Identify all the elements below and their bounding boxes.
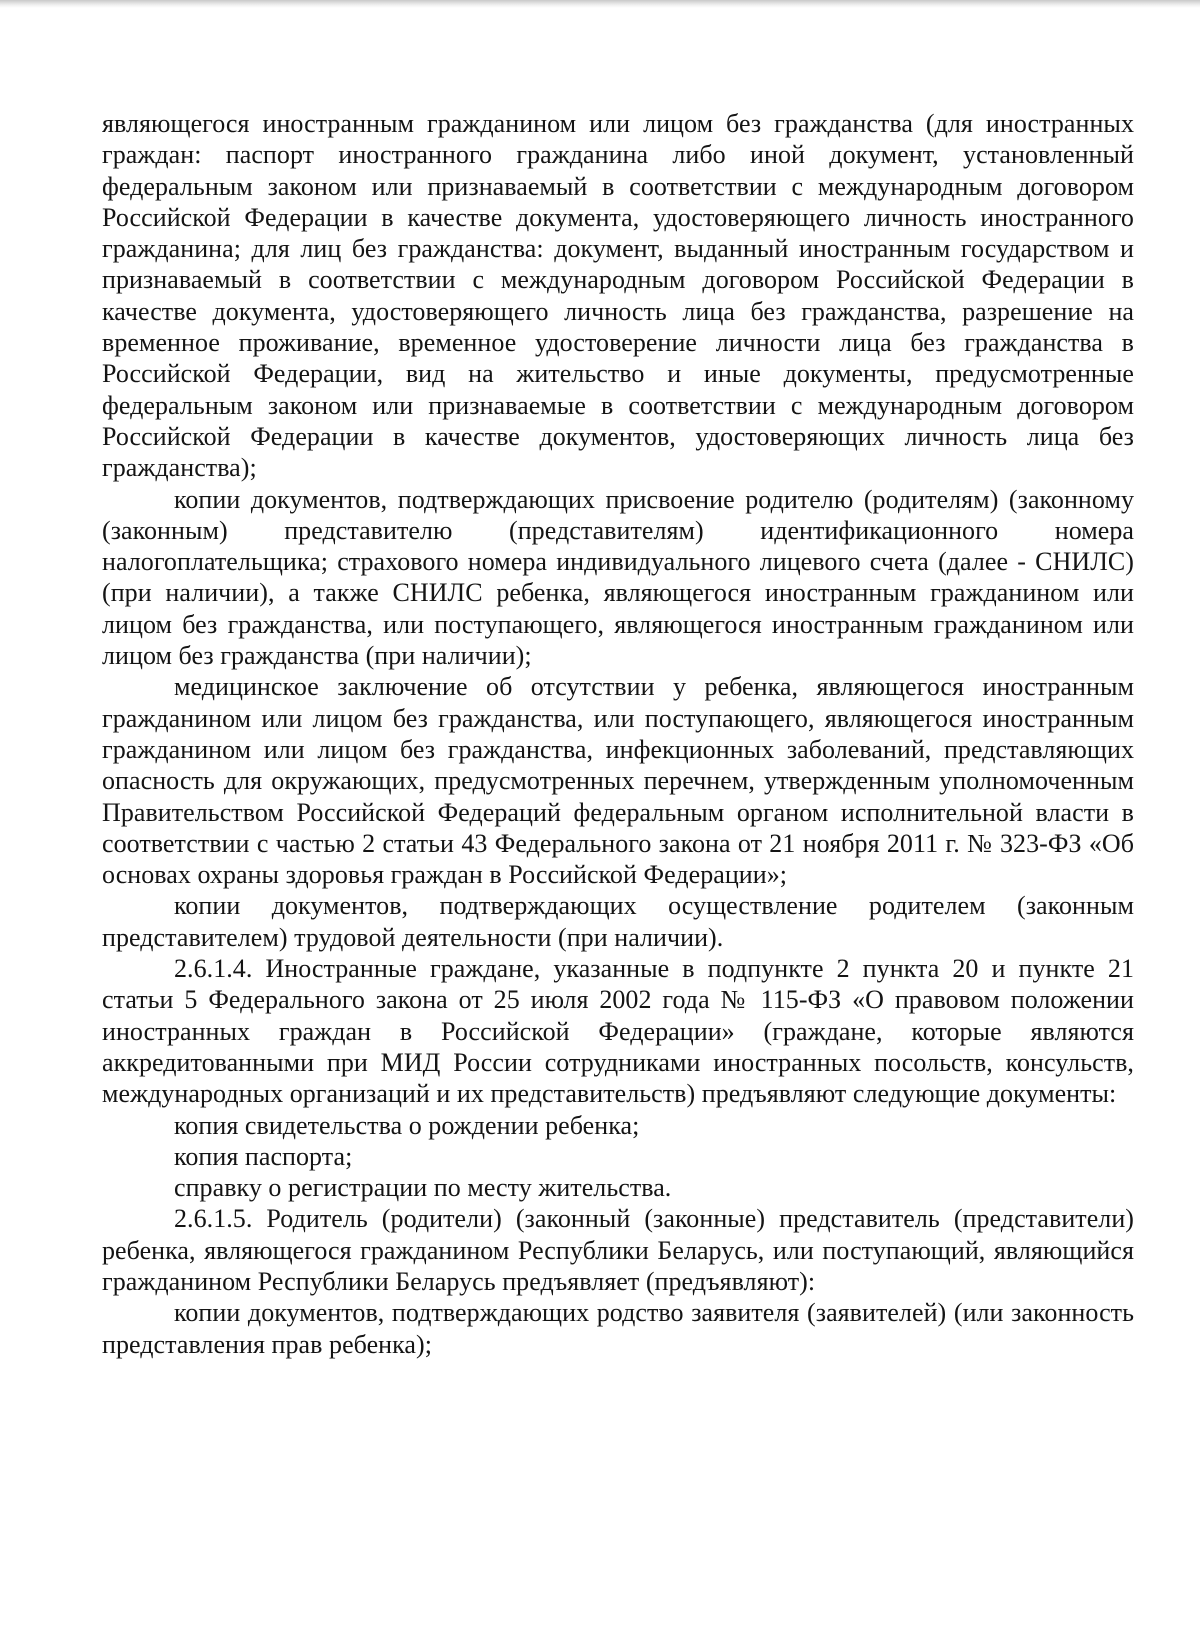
list-item-birth-certificate: копия свидетельства о рождении ребенка; [174,1110,640,1140]
paragraph-identity-documents-continued: являющегося иностранным гражданином или лицом без гражданства (для иностранных граждан: паспорт иностранного гражданина либо иной документ, установленный федеральным законом или признаваемый в соответствии с международным договором Российской Федерации в качестве документа, удостоверяющего личность иностранного гражданина; для лиц без гражданства: документ, выданный иностранным государством и признаваемый в соответствии с международным договором Российской Федерации в качестве документа, удостоверяющего личность лица без гражданства, разрешение на временное проживание, временное удостоверение личности лица без гражданства в Российской Федерации, вид на жительство и иные документы, предусмотренные федеральным законом или признаваемые в соответствии с международным договором Российской Федерации в качестве документов, удостоверяющих личность лица без гражданства); [102,109,1134,483]
list-item-passport-copy: копия паспорта; [174,1141,353,1171]
scan-edge [0,0,1200,8]
paragraph-inn-snils-copies: копии документов, подтверждающих присвоение родителю (родителям) (законному (законным) представителю (представителям) идентификационного номера налогоплательщика; страхового номера индивидуального лицевого счета (далее - СНИЛС) (при наличии), а также СНИЛС ребенка, являющегося иностранным гражданином или лицом без гражданства, или поступающего, являющегося иностранным гражданином или лицом без гражданства (при наличии); [102,484,1134,671]
paragraph-clause-2-6-1-5: 2.6.1.5. Родитель (родители) (законный (законные) представитель (представители) ребенка, являющегося гражданином Республики Беларусь, или поступающий, являющийся гражданином Республики Беларусь предъявляет (предъявляют): [102,1204,1134,1296]
paragraph-medical-certificate: медицинское заключение об отсутствии у ребенка, являющегося иностранным гражданином или лицом без гражданства, или поступающего, являющегося иностранным гражданином или лицом без гражданства, инфекционных заболеваний, представляющих опасность для окружающих, предусмотренных перечнем, утвержденным уполномоченным Правительством Российской Федераций федеральным органом исполнительной власти в соответствии с частью 2 статьи 43 Федерального закона от 21 ноября 2011 г. № 323-ФЗ «Об основах охраны здоровья граждан в Российской Федерации»; [102,672,1134,890]
paragraph-employment-copies: копии документов, подтверждающих осуществление родителем (законным представителем) трудовой деятельности (при наличии). [102,891,1134,952]
document-page [102,108,1134,1360]
list-item-registration-certificate: справку о регистрации по месту жительства. [174,1173,672,1203]
paragraph-clause-2-6-1-4: 2.6.1.4. Иностранные граждане, указанные в подпункте 2 пункта 20 и пункте 21 статьи 5 Федерального закона от 25 июля 2002 года № 115-ФЗ «О правовом положении иностранных граждан в Российской Федерации» (граждане, которые являются аккредитованными при МИД России сотрудниками иностранных посольств, консульств, международных организаций и их представительств) предъявляют следующие документы: [102,954,1134,1109]
paragraph-kinship-copies: копии документов, подтверждающих родство заявителя (заявителей) (или законность представления прав ребенка); [102,1298,1134,1359]
